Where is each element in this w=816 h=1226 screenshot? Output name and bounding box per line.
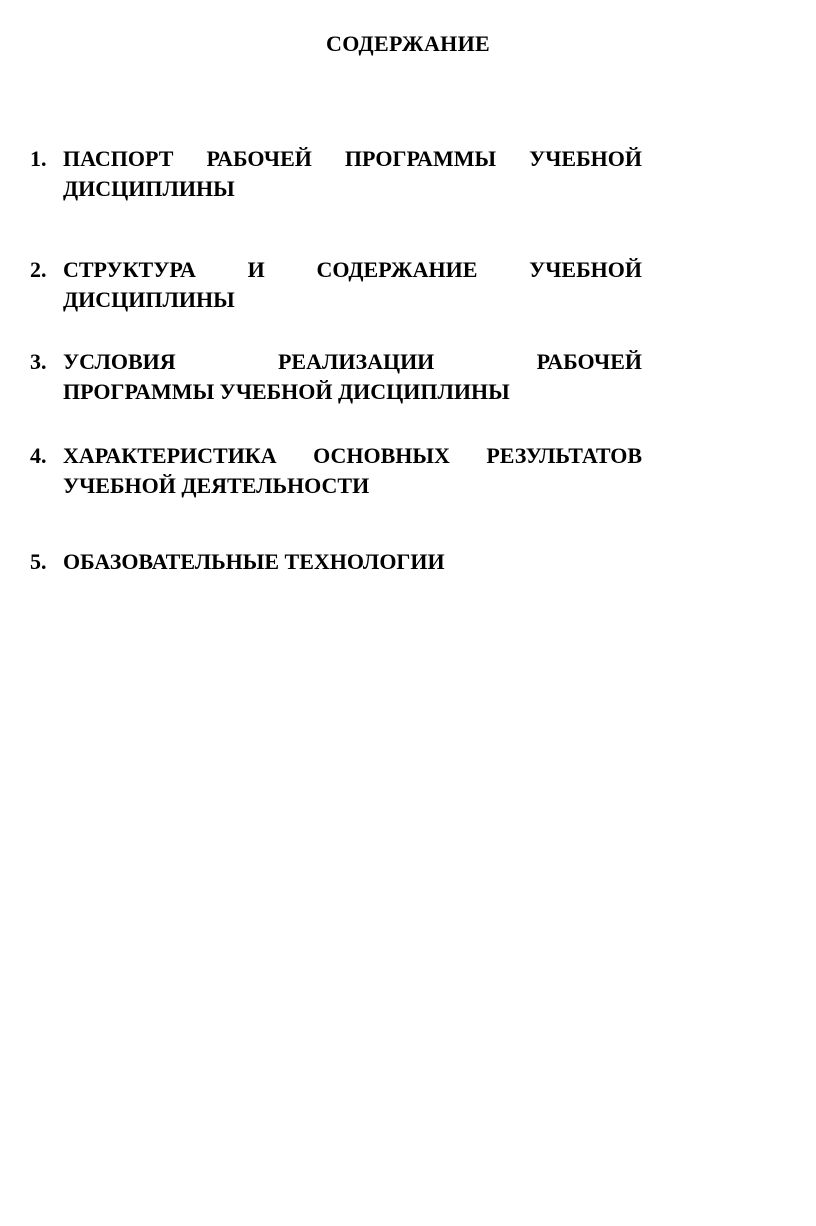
toc-line-1	[63, 441, 642, 471]
toc-line-1	[63, 144, 642, 174]
toc-number: 1.	[30, 146, 47, 171]
page-title: СОДЕРЖАНИЕ	[326, 31, 490, 56]
toc-word: РАБОЧЕЙ	[536, 349, 642, 374]
toc-word: ОСНОВНЫХ	[313, 443, 450, 468]
toc-word: СТРУКТУРА	[63, 257, 196, 282]
toc-number: 2.	[30, 257, 47, 282]
toc-line-2: ДИСЦИПЛИНЫ	[63, 287, 235, 312]
toc-word: ХАРАКТЕРИСТИКА	[63, 443, 277, 468]
toc-word: И	[247, 257, 265, 282]
toc-line-1	[63, 255, 642, 285]
toc-text	[63, 255, 642, 315]
toc-text	[63, 144, 642, 204]
toc-line-1	[63, 347, 642, 377]
toc-word: ПАСПОРТ	[63, 146, 174, 171]
toc-word: РЕАЛИЗАЦИИ	[277, 349, 435, 374]
toc-word: УСЛОВИЯ	[63, 349, 176, 374]
toc-line-2: ДИСЦИПЛИНЫ	[63, 176, 235, 201]
toc-line-1: ОБАЗОВАТЕЛЬНЫЕ ТЕХНОЛОГИИ	[63, 549, 445, 574]
toc-word: ПРОГРАММЫ	[344, 146, 497, 171]
toc-line-2: УЧЕБНОЙ ДЕЯТЕЛЬНОСТИ	[63, 473, 370, 498]
toc-word: РЕЗУЛЬТАТОВ	[486, 443, 642, 468]
toc-word: УЧЕБНОЙ	[529, 146, 642, 171]
toc-number: 3.	[30, 349, 47, 374]
toc-word: СОДЕРЖАНИЕ	[316, 257, 478, 282]
toc-text	[63, 441, 642, 501]
toc-text	[63, 347, 642, 407]
toc-line-2: ПРОГРАММЫ УЧЕБНОЙ ДИСЦИПЛИНЫ	[63, 379, 510, 404]
toc-text	[63, 547, 642, 577]
toc-word: РАБОЧЕЙ	[206, 146, 312, 171]
toc-number: 5.	[30, 549, 47, 574]
toc-number: 4.	[30, 443, 47, 468]
toc-word: УЧЕБНОЙ	[529, 257, 642, 282]
